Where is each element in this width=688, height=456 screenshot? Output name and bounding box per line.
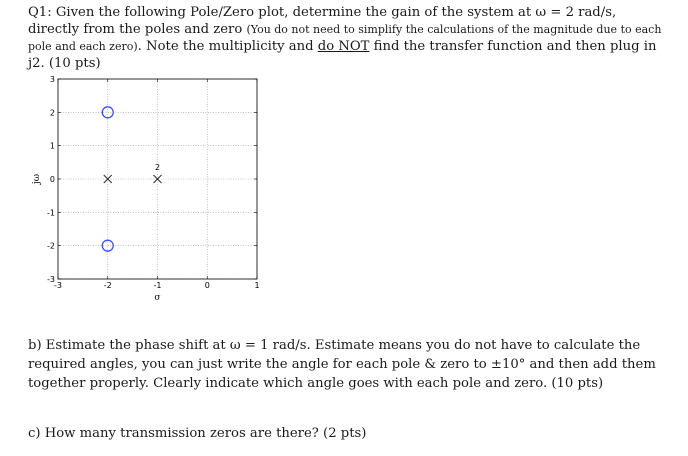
x-tick-label: -1 xyxy=(153,281,162,290)
y-tick-label: -1 xyxy=(47,208,55,218)
y-tick-label: 0 xyxy=(49,175,55,184)
x-tick-label: -2 xyxy=(103,281,112,290)
y-tick-label: 1 xyxy=(49,141,55,151)
question-1-note: (You do not need to simplify the calculations of the magnitude due to each pole and each zero) xyxy=(28,23,662,53)
y-tick-label: 3 xyxy=(49,75,55,84)
x-tick-label: -3 xyxy=(54,281,62,290)
question-b: b) Estimate the phase shift at ω = 1 rad/s. Estimate means you do not have to calculate the required angles, you can just write the angle for each pole & zero to ±10° and then add them together properly. Clearly indicate which angle goes with each pole and zero. (10 pts) xyxy=(28,338,656,391)
x-tick-label: 0 xyxy=(204,281,210,290)
y-axis-label: jω xyxy=(32,173,42,185)
y-tick-label: -2 xyxy=(47,241,55,251)
question-1-text-c: find the transfer function and then plug in j2. (10 pts) xyxy=(28,39,657,71)
y-tick-label: -3 xyxy=(47,275,55,284)
y-tick-label: 2 xyxy=(49,108,55,118)
question-1-text-b: . Note the multiplicity and xyxy=(137,39,318,54)
question-1-emphasis: do NOT xyxy=(317,39,370,54)
question-1-text-a: Q1: Given the following Pole/Zero plot, determine the gain of the system at ω = 2 rad/s, directly from the poles and zero xyxy=(28,5,617,37)
question-c: c) How many transmission zeros are there? (2 pts) xyxy=(28,426,367,441)
plot-ticks xyxy=(47,75,260,290)
x-axis-label: σ xyxy=(154,293,161,303)
x-tick-label: 1 xyxy=(254,281,260,290)
multiplicity-label: 2 xyxy=(154,163,161,172)
